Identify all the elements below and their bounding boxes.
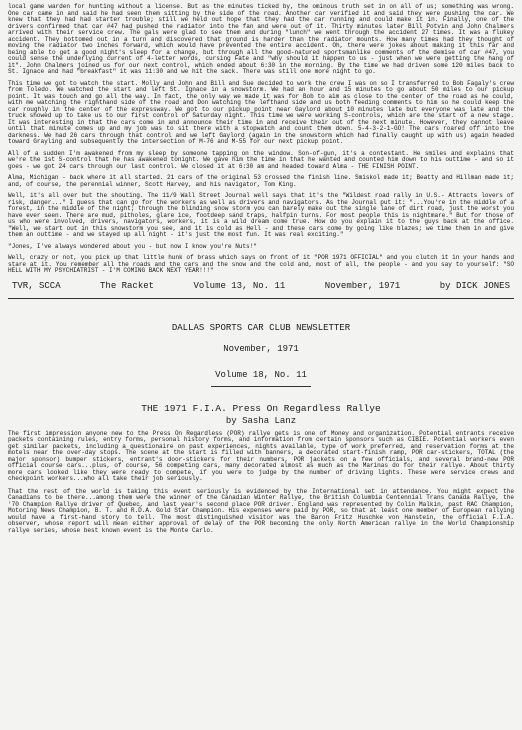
story-paragraph-2: That the rest of the world is taking this event seriously is evidenced by the International set in attendance. You might expect the Canadians to be there...among them were the winner of the Canadian Winter Rallye, the British Columbia Centennial Trans Canada Rallye, the '70 Champion Rallye driver of Quebec, and last year's second place POR driver. England was represented by Colin Malkin, past RAC Champion, Motoring News Champion, B. T. and R.D.A. Gold Star Champion. His expenses were paid by POR, so that at least one member of European rallying would have a first-hand story to tell. The most distinguished visitor was the Baron Fritz Huschke von Hanstein, the official F.I.A. observer, whose report will mean either approval of delay of the POR becoming the only North American rallye in the World Championship rallye series, whose best known event is the Monte Carlo. [8,487,514,534]
report-paragraph-5: Well, it's all over but the shouting. The 11/9 Wall Street Journal well says that it's the "Wildest road rally in U.S.- Attracts lovers of risk, danger..." I guess that can go for the workers as well as drivers and navigators. As the Journal put it: "...You're in the middle of a forest, in the middle of the night; through the blinding snow storm you can barely make out the single lane of dirt road, just the worst you have ever seen. There are mud, pitholes, glare ice, footdeep sand traps, halfpin turns. For most people this is nightmare." But for those of us who were involved, drivers, navigators, workers, it is a wild dream come true. How do you explain it to the guys back at the office. "Well, we start out in this snowstorm you see, and it is cold as Hell - and these cars come by going like blazes; we time them in and give them an outtime - and we stayed up all night - it's just the most fun. It was real exciting." [8,192,514,238]
report-signature [8,281,514,292]
rally-report [8,4,514,275]
newsletter-date: November, 1971 [223,343,299,354]
signature-author: by DICK JONES [439,280,510,291]
report-paragraph-3: All of a sudden I'm awakened from my sleep by someone tapping on the window. Son-of-gun, it's a contestant. He smiles and explains that we're the 1st S-control that he has awakened tonight. We gave him the time in that he wanted and counted him down to his outtime - and so it goes - we got 24 cars through our last control. We closed it at 6:30 am and headed toward Alma - THE FINISH POINT. [8,149,514,170]
story-byline: by Sasha Lanz [225,415,297,426]
report-paragraph-1: local game warden for hunting without a license. But as the minutes ticked by, the ominous truth set in on all of us; something was wrong. One car came in and said he had seen them sitting by the side of the road. Another car verified it and said they were pushing the car. We knew that they had had starter trouble; still we held out hope that they had the car running and could make it in. Finally, one of the drivers confirmed that car #47 had pushed the radiator into the fan and were out of it. Thirty minutes later Bill Potvin and John Chalmers arrived with their service crew. The gals were glad to see them and during "lunch" we went through the accident 27 times. It was a flukey accident. They bottomed out in a turn and discovered that ground is harder than the radiator mounts. How many times had they thought of moving the radiator two inches forward, which would have prevented the entire accident. Oh, there were jokes about making it this far and being able to get a good night's sleep for a change, but through all the good-natured sportsmanlike comments of the demise of car #47, you could sense the underlying current of 4-letter words, cursing Fate and "why should it happen to us - just when we were getting the hang of it". John Chalmers joined us for our next control, which ended about 6:30 in the morning. By the time we had driven some 120 miles back to St. Ignace and had "breakfast" it was 11:30 and we hit the sack. There was still one more night to go. [8,3,514,75]
signature-volume: Volume 13, No. 11 [193,280,286,291]
signature-date: November, 1971 [324,280,401,291]
volume-underline [211,386,311,387]
signature-club: TVR, SCCA [12,280,61,291]
report-paragraph-2: This time we got to watch the start. Molly and John and Bill and Sue decided to work the crew I was on so I transferred to Bob Fagaly's crew from Toledo. We watched the start and left St. Ignace in a snowstorm. We had an hour and 15 minutes to go about 50 miles to our pickup point. It was touch and go all the way. In fact, the only way we made it was for Bob to aim as close to the center of the road as he could, with me watching the righthand side of the road and Don watching the lefthand side and us both feeding comments to him so he could keep the car roughly in the center of the expressway. We got to our pickup point near Gaylord about 10 minutes late but everyone was late and the truck showed up to take us to our first control of Saturday night. This time we were working S-controls, which are the start of a new stage. It was interesting in that the cars come in and announce their time in and receive their out of the next minute. However, they cannot leave until that minute comes up and my job was to sit there with a stopwatch and count them down. 5-4-3-2-1-GO! The cars roared off into the darkness. We had 26 cars through that control and we left Gaylord (again in the snowstorm which had finally caught up with us) again headed toward Grayling and subsequently the intersection of M-76 and M-55 for our next pickup point. [8,79,514,145]
report-paragraph-7: Well, crazy or not, you pick up that little hunk of brass which says on front of it "POR 1971 OFFICIAL" and you clutch it in your hands and stare at it. You remember all the roads and the cars and the snow and the cold and, most of all, the people - and you say to yourself: "SO HELL WITH MY PSYCHIATRIST - I'M COMING BACK NEXT YEAR!!!" [8,254,514,274]
story-paragraph-1: The first impression anyone new to the Press On Regardless (POR) rallye gets is one of Money and organization. Potential entrants receive packets containing rules, entry forms, personal history forms, and information from certain sponsors such as CIBIE. Potential workers even get similar packets, including a questionaire on past experiences, nights available, type of work preferred, and reservation forms at the motels near the over-day stops. The scene at the start is filled with banners, a decorated start-finish ramp, POR car-stickers, TOTAL (the major sponsor) bumper stickers, entrant's door-stickers for their numbers, POR jackets on a few officials, and several brand-new POR official course cars...plus, of course, 56 competing cars, many decorated almost as much as the Marinas do for their rallye. About thirty more cars looked like they were ready to compete, if you were to judge by the number of driving lights. These were service crews and checkpoint workers...who all take their job seriously. [8,429,514,482]
report-paragraph-6: "Jones, I've always wondered about you - but now I know you're Nuts!" [8,242,257,250]
report-paragraph-4: Alma, Michigan - back where it all started. 21 cars of the original 53 crossed the finish line. Smiskol made it; Beatty and Hillman made it; and, of course, the perennial winner, Scott Harvey, and his navigator, Tom King. [8,174,514,188]
story-title: THE 1971 F.I.A. Press On Regardless Rallye [141,402,381,414]
signature-publication: The Racket [100,280,155,291]
newsletter-volume: Volume 18, No. 11 [215,369,307,380]
story-body [8,431,514,535]
section-divider [8,298,514,299]
newsletter-title: DALLAS SPORTS CAR CLUB NEWSLETTER [171,322,351,333]
